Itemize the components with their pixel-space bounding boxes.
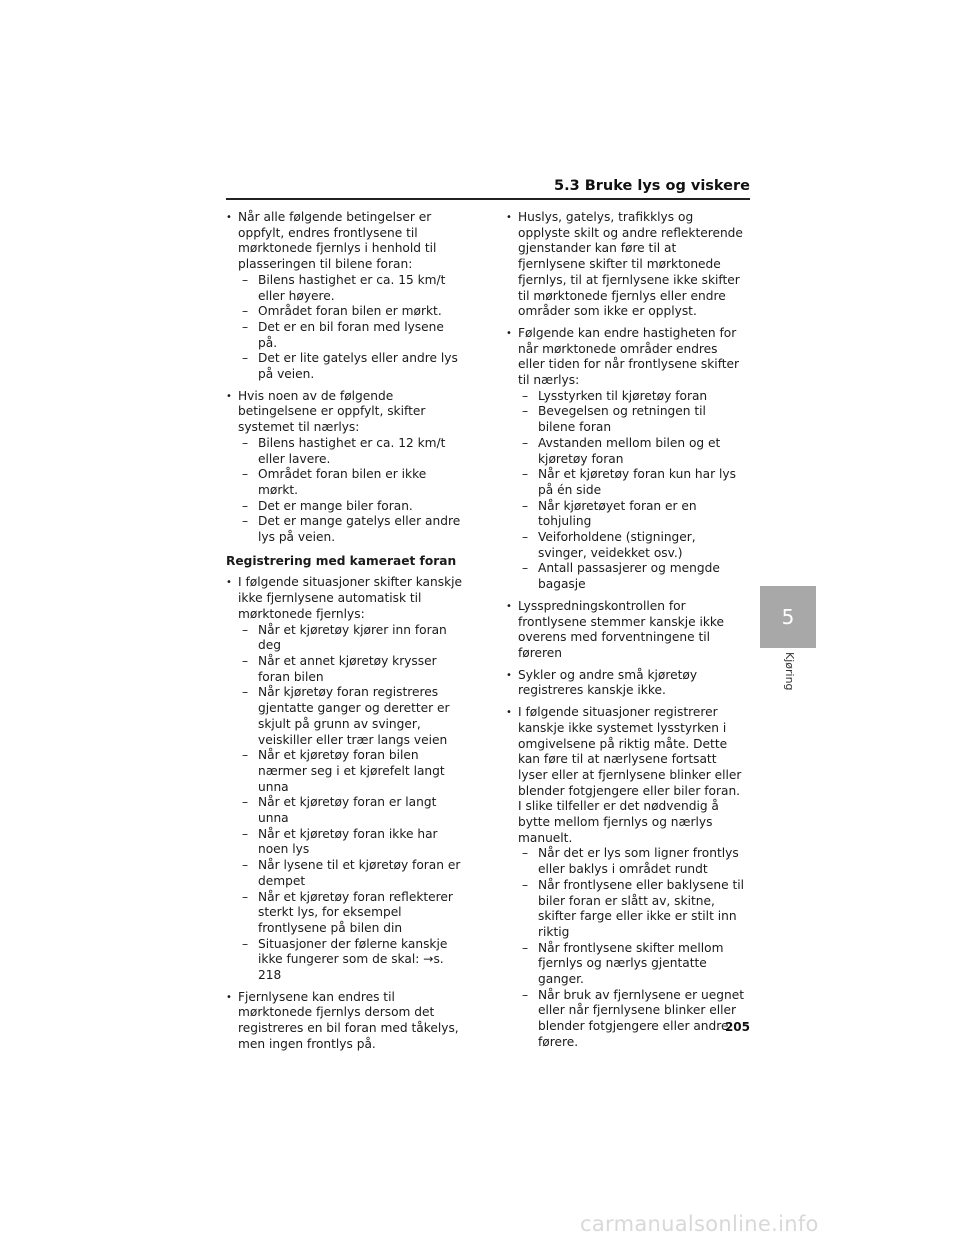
bullet-text: Lysspredningskontrollen for frontlysene stemmer kanskje ikke overens med forventningene til føreren [518, 598, 725, 660]
sub-item: – Bevegelsen og retningen til bilene foran [522, 404, 746, 435]
bullet-item [226, 210, 466, 383]
sub-item: – Det er en bil foran med lysene på. [242, 320, 466, 351]
chapter-tab [760, 586, 816, 648]
sub-item: – Når det er lys som ligner frontlys eller baklys i området rundt [522, 846, 746, 877]
bullet-text: I følgende situasjoner registrerer kanskje ikke systemet lysstyrken i omgivelsene på riktig måte. Dette kan føre til at nærlysene fortsatt lyser eller at fjernlysene blinker eller blender fotgjengere eller biler foran. I slike tilfeller er det nødvendig å bytte mellom fjernlys og nærlys manuelt. [518, 705, 742, 845]
sub-list [238, 623, 466, 984]
sub-item: – Bilens hastighet er ca. 15 km/t eller høyere. [242, 273, 466, 304]
sub-item: – Når et kjøretøy kjører inn foran deg [242, 623, 466, 654]
sub-item: – Det er mange biler foran. [242, 499, 466, 515]
sub-list [518, 846, 746, 1050]
bullet-text: Fjernlysene kan endres til mørktonede fjernlys dersom det registreres en bil foran med tåkelys, men ingen frontlys på. [238, 989, 459, 1051]
sub-item-link[interactable]: – Situasjoner der følerne kanskje ikke fungerer som de skal: →s. 218 [242, 937, 466, 984]
sub-list [238, 436, 466, 546]
sub-item: – Når frontlysene skifter mellom fjernlys og nærlys gjentatte ganger. [522, 941, 746, 988]
chapter-number: 5 [781, 605, 795, 629]
sub-item: – Når kjøretøy foran registreres gjentatte ganger og deretter er skjult på grunn av svinger, veiskiller eller trær langs veien [242, 685, 466, 748]
bullet-item [506, 599, 746, 662]
watermark: carmanualsonline.info [580, 1212, 819, 1236]
bullet-text: Når alle følgende betingelser er oppfylt, endres frontlysene til mørktonede fjernlys i henhold til plasseringen til bilene foran: [238, 210, 437, 272]
sub-list [518, 389, 746, 593]
sub-item: – Området foran bilen er mørkt. [242, 304, 466, 320]
bullet-item [226, 990, 466, 1053]
section-title: 5.3 Bruke lys og viskere [553, 178, 750, 194]
sub-item: – Avstanden mellom bilen og et kjøretøy foran [522, 436, 746, 467]
sub-item: – Det er lite gatelys eller andre lys på veien. [242, 351, 466, 382]
sub-item: – Når et annet kjøretøy krysser foran bilen [242, 654, 466, 685]
bullet-item [226, 389, 466, 546]
bullet-item [506, 705, 746, 1050]
bullet-text: Følgende kan endre hastigheten for når mørktonede områder endres eller tiden for når frontlysene skifter til nærlys: [518, 325, 740, 388]
chapter-label: Kjøring [783, 652, 796, 691]
sub-item: – Når et kjøretøy foran bilen nærmer seg i et kjørefelt langt unna [242, 748, 466, 795]
sub-item: – Når frontlysene eller baklysene til biler foran er slått av, skitne, skifter farge eller ikke er stilt inn riktig [522, 878, 746, 941]
bullet-text: Huslys, gatelys, trafikklys og opplyste skilt og andre reflekterende gjenstander kan føre til at fjernlysene skifter til mørktonede fjernlys, til at fjernlysene ikke skifter til mørktonede fjernlys eller endre områder som ikke er opplyst. [518, 210, 743, 319]
sub-item: – Når bruk av fjernlysene er uegnet eller når fjernlysene blinker eller blender fotgjengere eller andre førere. [522, 988, 746, 1051]
sub-item: – Området foran bilen er ikke mørkt. [242, 467, 466, 498]
bullet-text: Sykler og andre små kjøretøy registreres kanskje ikke. [518, 667, 698, 698]
header-rule [226, 198, 750, 200]
bullet-item [506, 326, 746, 593]
sub-item: – Bilens hastighet er ca. 12 km/t eller lavere. [242, 436, 466, 467]
sub-item: – Lysstyrken til kjøretøy foran [522, 389, 746, 405]
sub-item: – Når lysene til et kjøretøy foran er dempet [242, 858, 466, 889]
sub-list [238, 273, 466, 383]
left-column [226, 210, 466, 1059]
sub-item: – Når et kjøretøy foran ikke har noen lys [242, 827, 466, 858]
subsection-heading: Registrering med kameraet foran [226, 553, 457, 568]
bullet-item [506, 210, 746, 320]
bullet-item [506, 668, 746, 699]
sub-item: – Når et kjøretøy foran kun har lys på én side [522, 467, 746, 498]
sub-item: – Når et kjøretøy foran er langt unna [242, 795, 466, 826]
sub-item: – Når et kjøretøy foran reflekterer sterkt lys, for eksempel frontlysene på bilen din [242, 890, 466, 937]
sub-item: – Det er mange gatelys eller andre lys på veien. [242, 514, 466, 545]
sub-item: – Når kjøretøyet foran er en tohjuling [522, 499, 746, 530]
bullet-text: Hvis noen av de følgende betingelsene er oppfylt, skifter systemet til nærlys: [238, 388, 426, 435]
bullet-text: I følgende situasjoner skifter kanskje ikke fjernlysene automatisk til mørktonede fjernlys: [238, 575, 463, 621]
sub-item: – Veiforholdene (stigninger, svinger, veidekket osv.) [522, 530, 746, 561]
right-column [506, 210, 746, 1057]
bullet-item [226, 575, 466, 983]
page-number: 205 [724, 1020, 750, 1034]
sub-item: – Antall passasjerer og mengde bagasje [522, 561, 746, 592]
